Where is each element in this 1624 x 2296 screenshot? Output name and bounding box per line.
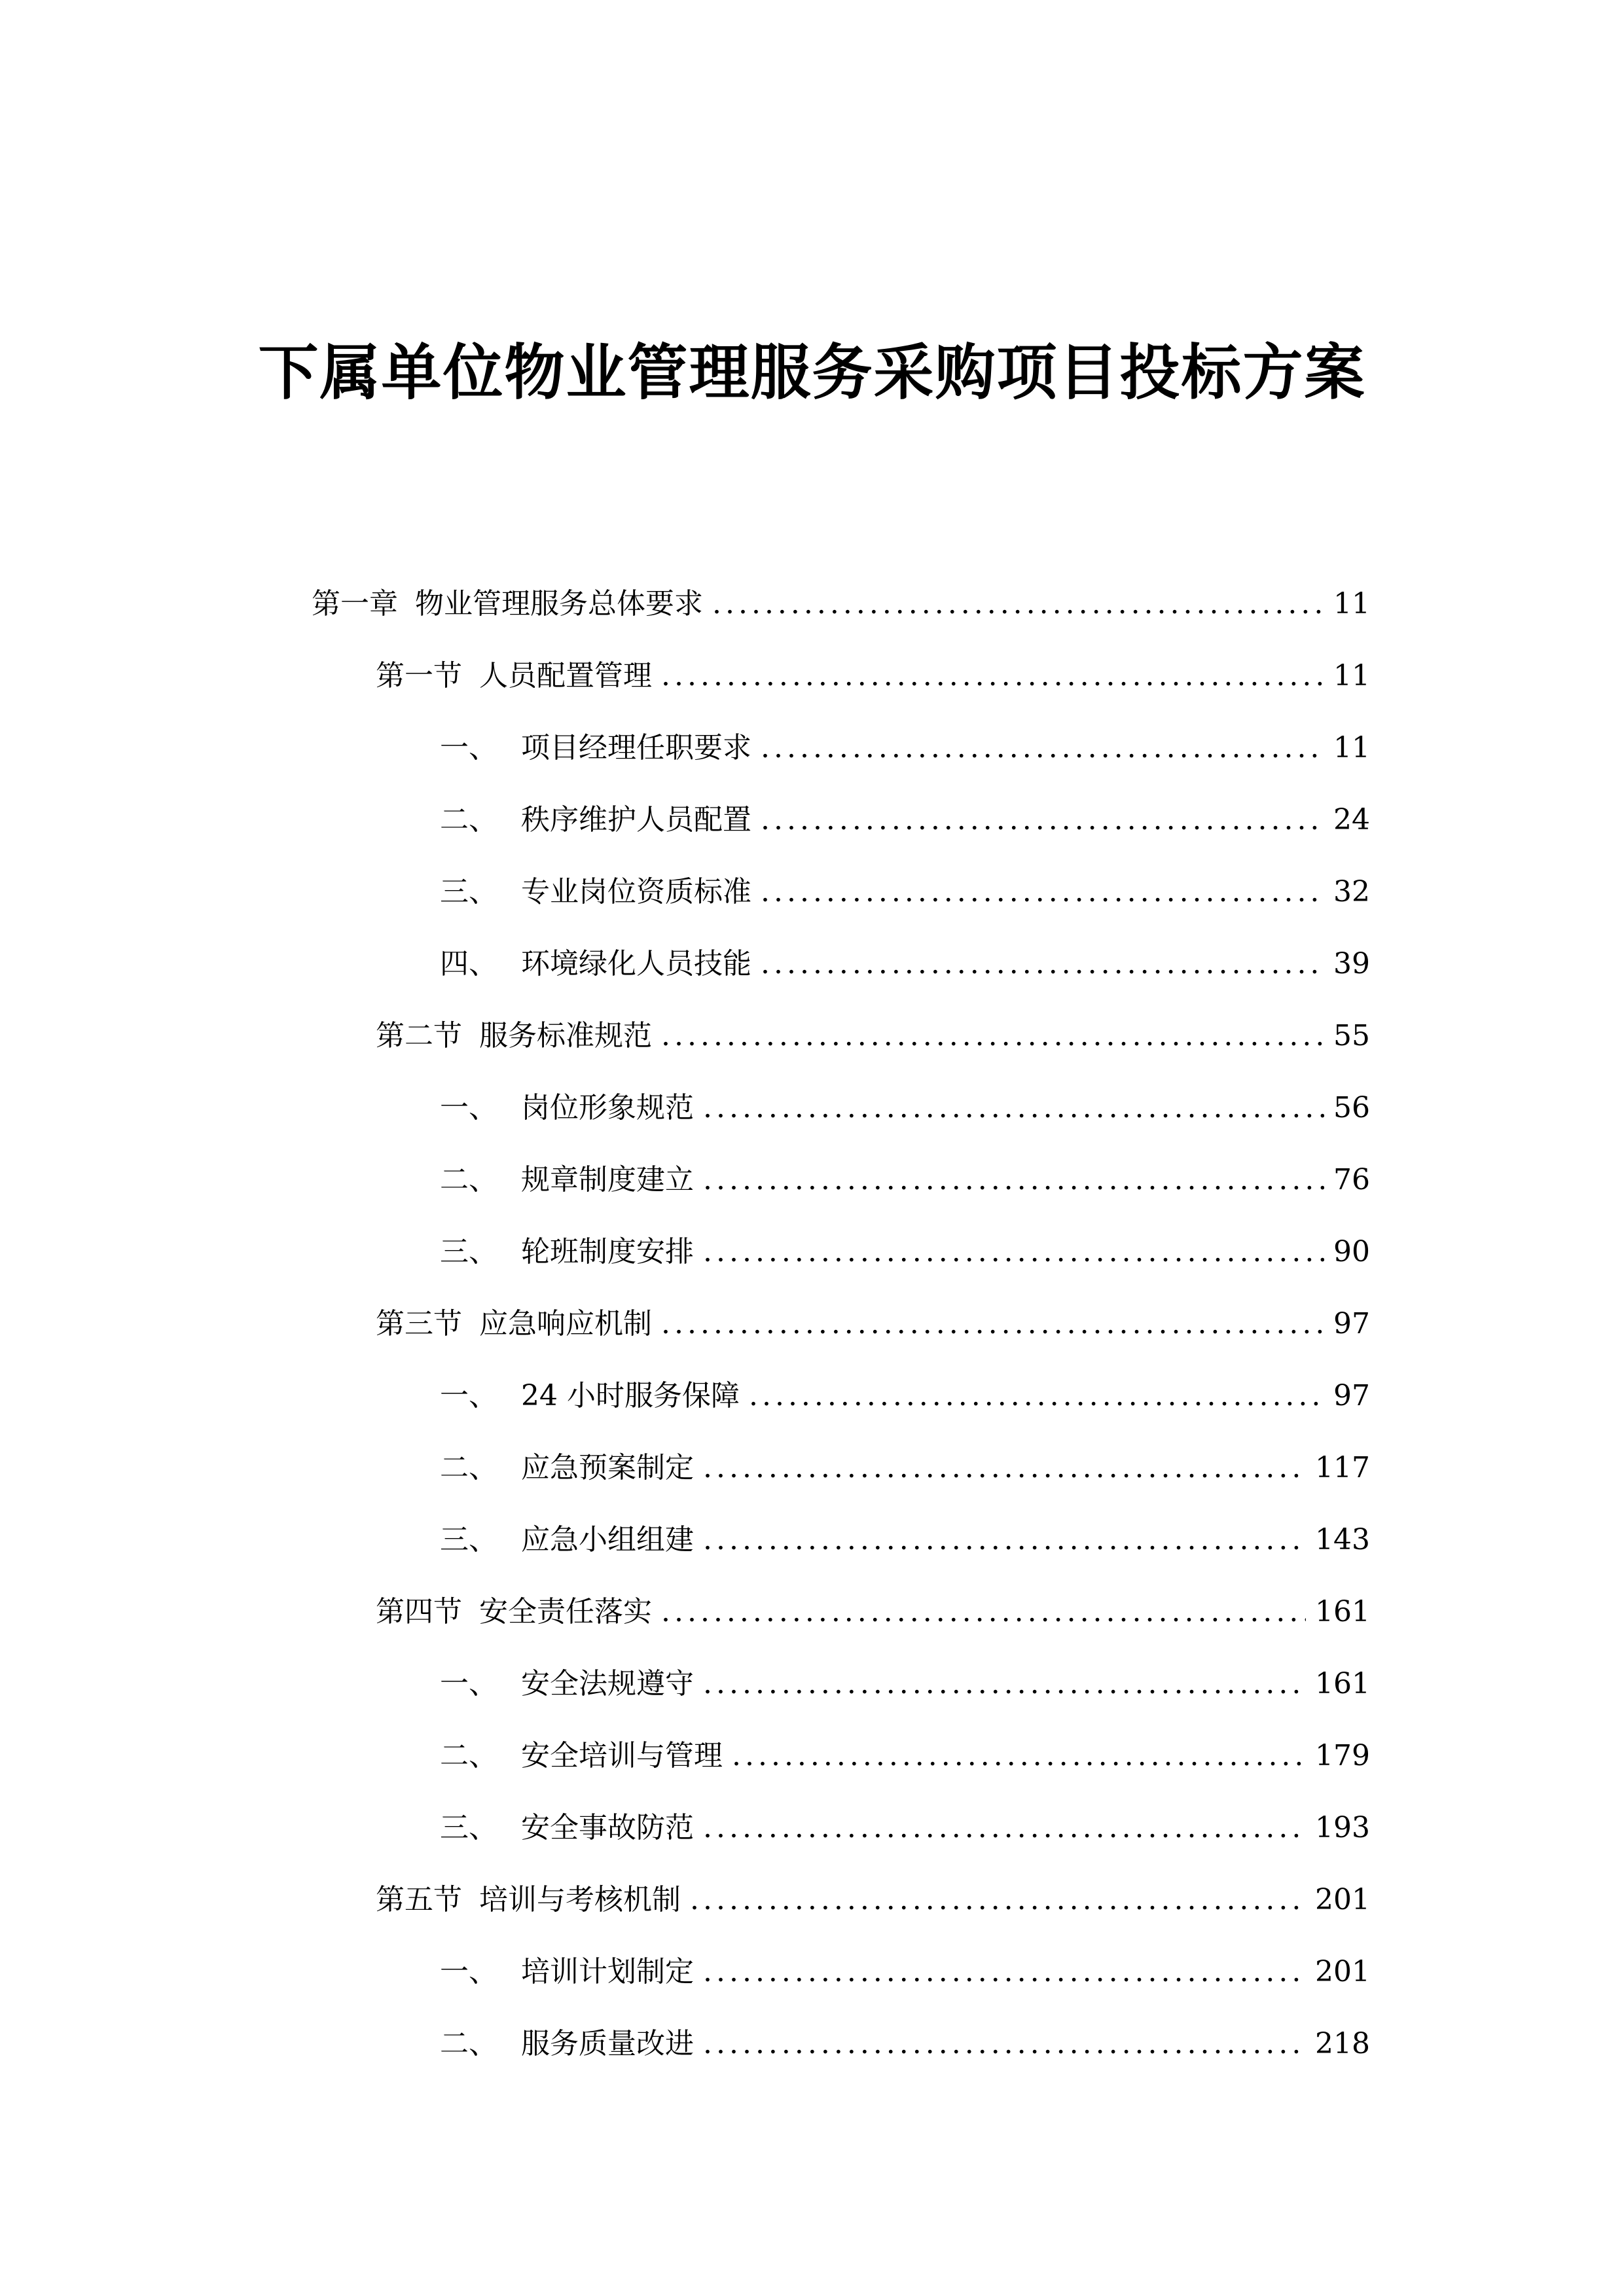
toc-dot-leader — [661, 1576, 1306, 1648]
toc-entry[interactable] — [0, 1864, 1624, 1936]
toc-entry-title: 应急小组组建 — [521, 1523, 694, 1556]
toc-page-number: 117 — [1315, 1451, 1370, 1484]
toc-page-number: 143 — [1315, 1523, 1370, 1556]
toc-dot-leader — [703, 1432, 1306, 1504]
toc-entry-marker: 第二节 — [376, 1019, 462, 1052]
toc-entry[interactable] — [0, 1720, 1624, 1792]
toc-dot-leader — [703, 2008, 1306, 2080]
toc-entry-title: 安全法规遵守 — [521, 1667, 694, 1700]
toc-entry[interactable] — [0, 1792, 1624, 1864]
toc-dot-leader — [732, 1720, 1306, 1792]
toc-page-number: 193 — [1315, 1811, 1370, 1844]
toc-page-number: 218 — [1315, 2027, 1370, 2060]
toc-entry[interactable] — [0, 1360, 1624, 1432]
toc-dot-leader — [703, 1144, 1324, 1216]
toc-dot-leader — [703, 1648, 1306, 1720]
toc-entry-title: 安全责任落实 — [479, 1595, 652, 1628]
toc-entry-marker: 一、 — [440, 1379, 497, 1412]
toc-page-number: 90 — [1333, 1235, 1370, 1268]
toc-entry-marker: 四、 — [440, 947, 497, 980]
toc-dot-leader — [703, 1792, 1306, 1864]
toc-dot-leader — [703, 1504, 1306, 1576]
toc-entry[interactable] — [0, 1936, 1624, 2008]
toc-entry-marker: 二、 — [440, 803, 497, 836]
toc-entry-marker: 二、 — [440, 1163, 497, 1196]
toc-entry-marker: 第三节 — [376, 1307, 462, 1340]
toc-dot-leader — [703, 1936, 1306, 2008]
toc-entry[interactable] — [0, 1576, 1624, 1648]
toc-entry-marker: 二、 — [440, 1451, 497, 1484]
toc-dot-leader — [690, 1864, 1306, 1936]
toc-entry-title: 专业岗位资质标准 — [521, 875, 751, 908]
toc-page-number: 11 — [1333, 731, 1370, 764]
toc-entry[interactable] — [0, 1288, 1624, 1360]
toc-page-number: 24 — [1333, 803, 1370, 836]
toc-dot-leader — [761, 712, 1324, 784]
toc-page-number: 55 — [1333, 1019, 1370, 1052]
toc-page-number: 201 — [1315, 1955, 1370, 1988]
toc-entry-marker: 三、 — [440, 875, 497, 908]
toc-page-number: 97 — [1333, 1379, 1370, 1412]
toc-entry-title: 安全事故防范 — [521, 1811, 694, 1844]
toc-entry[interactable] — [0, 640, 1624, 712]
toc-entry-title: 应急响应机制 — [479, 1307, 652, 1340]
toc-page-number: 39 — [1333, 947, 1370, 980]
toc-entry[interactable] — [0, 1144, 1624, 1216]
toc-entry[interactable] — [0, 568, 1624, 640]
toc-entry[interactable] — [0, 1072, 1624, 1144]
toc-entry-marker: 第一节 — [376, 659, 462, 692]
toc-dot-leader — [761, 856, 1324, 928]
toc-dot-leader — [703, 1072, 1324, 1144]
toc-entry-marker: 三、 — [440, 1811, 497, 1844]
toc-entry-title: 安全培训与管理 — [521, 1739, 723, 1772]
document-title: 下属单位物业管理服务采购项目投标方案 — [258, 338, 1366, 408]
toc-entry[interactable] — [0, 1432, 1624, 1504]
toc-entry-title: 规章制度建立 — [521, 1163, 694, 1196]
toc-page-number: 76 — [1333, 1163, 1370, 1196]
toc-page-number: 179 — [1315, 1739, 1370, 1772]
toc-dot-leader — [761, 928, 1324, 1000]
toc-entry[interactable] — [0, 1504, 1624, 1576]
toc-entry[interactable] — [0, 856, 1624, 928]
toc-entry-title: 培训计划制定 — [521, 1955, 694, 1988]
toc-entry-title: 秩序维护人员配置 — [521, 803, 751, 836]
toc-entry-marker: 第五节 — [376, 1883, 462, 1916]
toc-page-number: 161 — [1315, 1667, 1370, 1700]
toc-entry-title: 人员配置管理 — [479, 659, 652, 692]
toc-entry[interactable] — [0, 784, 1624, 856]
toc-page-number: 97 — [1333, 1307, 1370, 1340]
toc-dot-leader — [661, 1000, 1324, 1072]
toc-entry-title: 服务质量改进 — [521, 2027, 694, 2060]
toc-dot-leader — [703, 1216, 1324, 1288]
toc-entry-marker: 一、 — [440, 1667, 497, 1700]
toc-entry-title: 轮班制度安排 — [521, 1235, 694, 1268]
toc-entry[interactable] — [0, 712, 1624, 784]
toc-page-number: 161 — [1315, 1595, 1370, 1628]
toc-page-number: 201 — [1315, 1883, 1370, 1916]
toc-dot-leader — [761, 784, 1324, 856]
toc-dot-leader — [712, 568, 1324, 640]
toc-entry[interactable] — [0, 1216, 1624, 1288]
toc-entry-title: 岗位形象规范 — [521, 1091, 694, 1124]
toc-entry-marker: 二、 — [440, 1739, 497, 1772]
toc-entry-marker: 三、 — [440, 1523, 497, 1556]
toc-entry-marker: 第一章 — [312, 587, 398, 620]
toc-entry-title: 24 小时服务保障 — [521, 1379, 740, 1412]
toc-dot-leader — [661, 1288, 1324, 1360]
toc-page-number: 11 — [1333, 659, 1370, 692]
table-of-contents — [0, 568, 1624, 2080]
toc-dot-leader — [661, 640, 1324, 712]
toc-entry-title: 培训与考核机制 — [479, 1883, 681, 1916]
toc-entry-marker: 第四节 — [376, 1595, 462, 1628]
toc-entry[interactable] — [0, 1000, 1624, 1072]
toc-entry-marker: 一、 — [440, 1955, 497, 1988]
toc-entry-title: 物业管理服务总体要求 — [415, 587, 703, 620]
toc-dot-leader — [749, 1360, 1324, 1432]
toc-entry-marker: 一、 — [440, 731, 497, 764]
toc-entry-marker: 一、 — [440, 1091, 497, 1124]
toc-page-number: 11 — [1333, 587, 1370, 620]
toc-page-number: 56 — [1333, 1091, 1370, 1124]
toc-entry-title: 应急预案制定 — [521, 1451, 694, 1484]
toc-entry[interactable] — [0, 2008, 1624, 2080]
toc-entry[interactable] — [0, 1648, 1624, 1720]
toc-entry-marker: 三、 — [440, 1235, 497, 1268]
toc-entry-title: 服务标准规范 — [479, 1019, 652, 1052]
toc-page-number: 32 — [1333, 875, 1370, 908]
toc-entry-title: 环境绿化人员技能 — [521, 947, 751, 980]
toc-entry-title: 项目经理任职要求 — [521, 731, 751, 764]
toc-entry[interactable] — [0, 928, 1624, 1000]
toc-entry-marker: 二、 — [440, 2027, 497, 2060]
